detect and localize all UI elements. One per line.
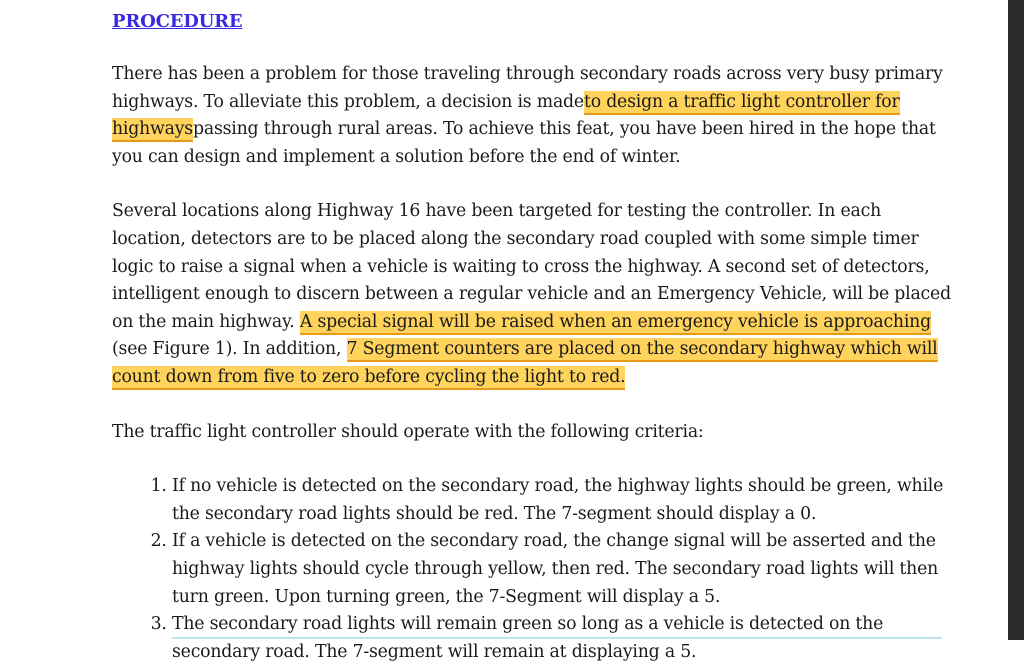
paragraph-criteria-intro: The traffic light controller should operate with the following criteria: — [112, 421, 704, 442]
criteria-item: 2. If a vehicle is detected on the secondary road, the change signal will be asserted and the highway lights should cycle through yellow, then red. The secondary road lights will then turn green. Upon turning green, the 7-Segment will display a 5. — [172, 528, 958, 611]
intro-text-end: passing through rural areas. To achieve this feat, you have been hired in the hope that you can design and implement a solution before the end of winter. — [112, 119, 936, 167]
criteria-item: 1. If no vehicle is detected on the secondary road, the highway lights should be green, while the secondary road lights should be red. The 7-segment should display a 0. — [172, 473, 958, 528]
document-content — [112, 8, 958, 666]
intro-text-start: There has been a problem for those traveling through secondary roads across very busy primary highways. To alleviate this problem, a decision is made — [112, 64, 943, 112]
divider-line — [172, 637, 942, 639]
highlight-design-controller[interactable]: to design a traffic light controller for highways — [112, 91, 900, 143]
procedure-heading-link[interactable]: PROCEDURE — [112, 11, 243, 32]
paragraph-locations — [112, 198, 958, 391]
paragraph-intro — [112, 61, 958, 171]
highlight-emergency-signal[interactable]: A special signal will be raised when an emergency vehicle is approaching — [300, 311, 931, 335]
locations-text-mid: (see Figure 1). In addition, — [112, 339, 342, 360]
locations-text-start: Several locations along Highway 16 have been targeted for testing the controller. In each location, detectors are to be placed along the secondary road coupled with some simple timer logic to raise a signal when a vehicle is waiting to cross the highway. A second set of detectors, intelligent enough to discern between a regular vehicle and an Emergency Vehicle, will be placed on the main highway. — [112, 201, 951, 332]
highlight-seven-segment[interactable]: 7 Segment counters are placed on the secondary highway which will count down from five to zero before cycling the light to red. — [112, 338, 938, 390]
criteria-item: 3. The secondary road lights will remain green so long as a vehicle is detected on the secondary road. The 7-segment will remain at displaying a 5. — [172, 611, 958, 666]
vertical-scrollbar[interactable] — [1008, 0, 1024, 640]
